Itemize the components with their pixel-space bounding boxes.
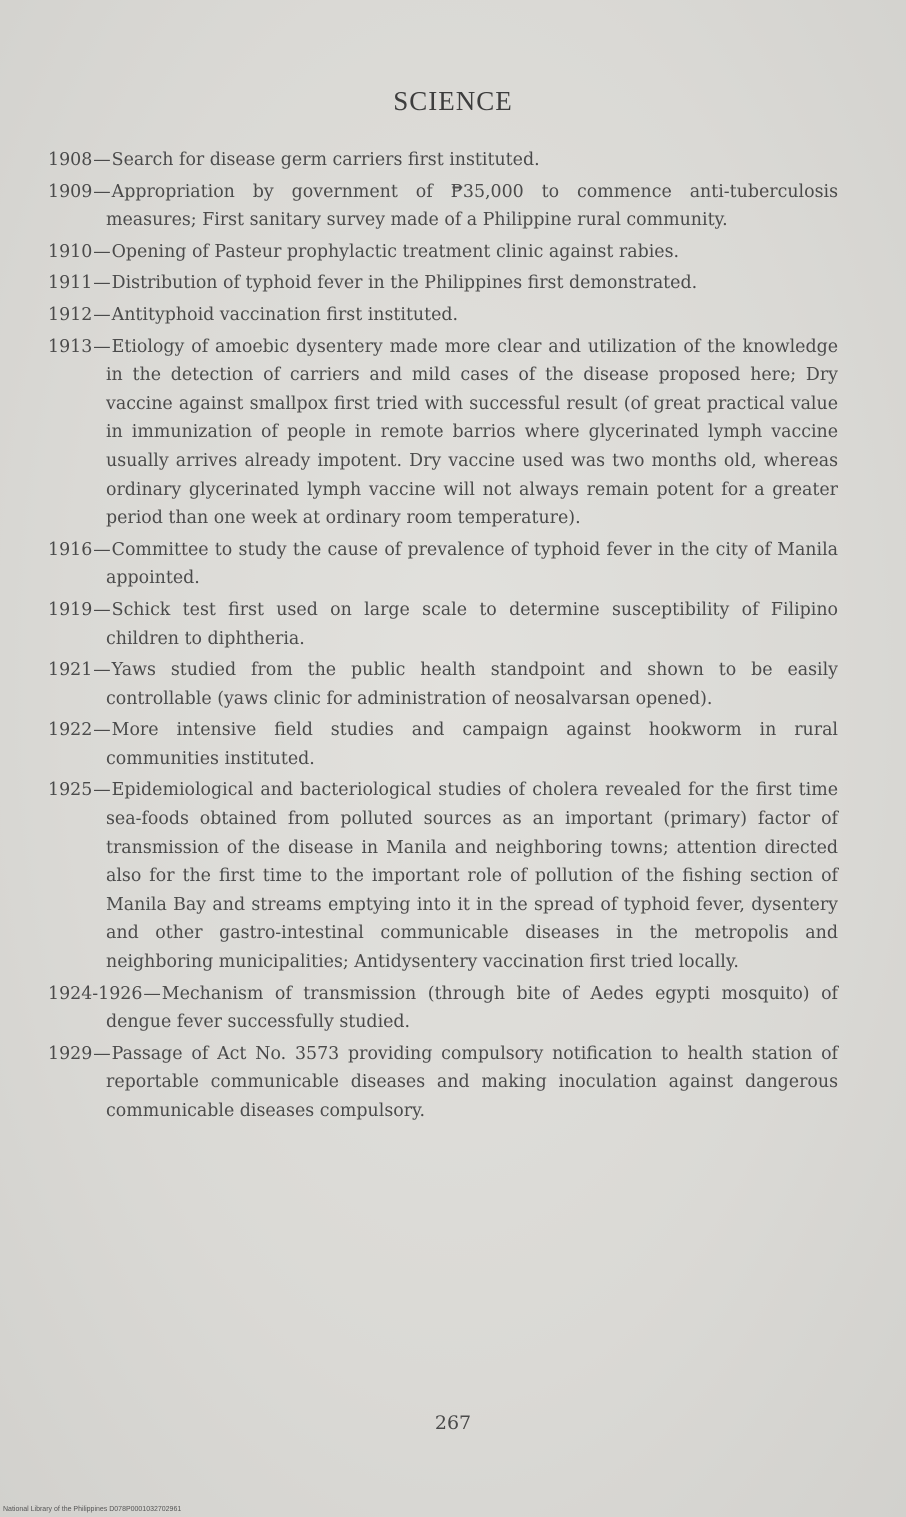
entry-text: Appropriation by government of ₱35,000 to commence anti-tuberculosis measures; First sanitary survey made of a Philippine rural community. [106,181,838,231]
entry-text: Schick test first used on large scale to determine susceptibility of Filipino children to diphtheria. [106,599,838,649]
entry-text: Mechanism of transmission (through bite of Aedes egypti mosquito) of dengue fever successfully studied. [106,983,838,1033]
entry-year: 1921 [48,660,93,681]
entry-year: 1911 [48,273,93,294]
entry-text: Etiology of amoebic dysentery made more clear and utilization of the knowledge in the detection of carriers and mild cases of the disease proposed here; Dry vaccine against smallpox first tried with successful result (of great practical value in immunization of people in remote barrios where glycerinated lymph vaccine usually arrives already impotent. Dry vaccine used was two months old, whereas ordinary glycerinated lymph vaccine will not always remain potent for a greater period than one week at ordinary room temperature). [106,336,838,529]
entry-year: 1909 [48,181,93,202]
chronology-entry: 1924-1926—Mechanism of transmission (through bite of Aedes egypti mosquito) of dengue fever successfully studied. [48,983,838,1033]
entry-text: Committee to study the cause of prevalence of typhoid fever in the city of Manila appointed. [106,539,838,589]
entry-year: 1908 [48,150,93,170]
entry-text: Distribution of typhoid fever in the Philippines first demonstrated. [111,273,698,294]
entry-text: Yaws studied from the public health standpoint and shown to be easily controllable (yaws clinic for administration of neosalvarsan opened). [106,660,838,709]
chronology-entry: 1922—More intensive field studies and campaign against hookworm in rural communities instituted. [48,720,838,769]
chronology-entry: 1929—Passage of Act No. 3573 providing compulsory notification to health station of reportable communicable diseases and making inoculation against dangerous communicable diseases compulsory. [48,1043,838,1121]
entry-year: 1924-1926 [48,983,143,1004]
entry-year: 1929 [48,1043,93,1064]
entry-year: 1912 [48,304,93,325]
page-number: 267 [434,1412,472,1434]
chronology-entry: 1913—Etiology of amoebic dysentery made more clear and utilization of the knowledge in the detection of carriers and mild cases of the disease proposed here; Dry vaccine against smallpox first tried with successful result (of great practical value in immunization of people in remote barrios where glycerinated lymph vaccine usually arrives already impotent. Dry vaccine used was two months old, whereas ordinary glycerinated lymph vaccine will not always remain potent for a greater period than one week at ordinary room temperature). [48,336,838,529]
entry-year: 1922 [48,720,93,741]
entry-text: Epidemiological and bacteriological studies of cholera revealed for the first time sea-foods obtained from polluted sources as an important (primary) factor of transmission of the disease in Manila and neighboring towns; attention directed also for the first time to the important role of pollution of the fishing section of Manila Bay and streams emptying into it in the spread of typhoid fever, dysentery and other gastro-intestinal communicable diseases in the metropolis and neighboring municipalities; Antidysentery vaccination first tried locally. [106,780,838,973]
chronology-entry: 1921—Yaws studied from the public health standpoint and shown to be easily controllable (yaws clinic for administration of neosalvarsan opened). [48,660,838,709]
entry-year: 1925 [48,780,93,801]
chronology-entry: 1910—Opening of Pasteur prophylactic treatment clinic against rabies. [48,241,680,262]
page-title: SCIENCE [393,86,513,116]
entry-year: 1913 [48,336,93,357]
entry-text: More intensive field studies and campaign against hookworm in rural communities instituted. [106,720,838,769]
entry-text: Antityphoid vaccination first instituted. [111,304,459,325]
chronology-entry: 1911—Distribution of typhoid fever in the Philippines first demonstrated. [48,273,698,294]
chronology-entry: 1909—Appropriation by government of ₱35,000 to commence anti-tuberculosis measures; First sanitary survey made of a Philippine rural community. [48,181,838,231]
entry-year: 1910 [48,241,93,262]
chronology-entry: 1912—Antityphoid vaccination first instituted. [48,304,459,325]
entry-year: 1919 [48,599,93,620]
entry-text: Opening of Pasteur prophylactic treatment clinic against rabies. [111,241,680,262]
library-footer: National Library of the Philippines D078P0001032702961 [3,1506,182,1513]
chronology-list [48,146,838,1129]
chronology-entry: 1908—Search for disease germ carriers first instituted. [48,150,540,170]
chronology-entry: 1916—Committee to study the cause of prevalence of typhoid fever in the city of Manila appointed. [48,539,838,589]
chronology-entry: 1925—Epidemiological and bacteriological studies of cholera revealed for the first time sea-foods obtained from polluted sources as an important (primary) factor of transmission of the disease in Manila and neighboring towns; attention directed also for the first time to the important role of pollution of the fishing section of Manila Bay and streams emptying into it in the spread of typhoid fever, dysentery and other gastro-intestinal communicable diseases in the metropolis and neighboring municipalities; Antidysentery vaccination first tried locally. [48,780,838,973]
entry-year: 1916 [48,539,93,560]
entry-text: Passage of Act No. 3573 providing compulsory notification to health station of reportable communicable diseases and making inoculation against dangerous communicable diseases compulsory. [106,1043,838,1121]
chronology-entry: 1919—Schick test first used on large scale to determine susceptibility of Filipino children to diphtheria. [48,599,838,649]
entry-text: Search for disease germ carriers first instituted. [111,150,540,170]
